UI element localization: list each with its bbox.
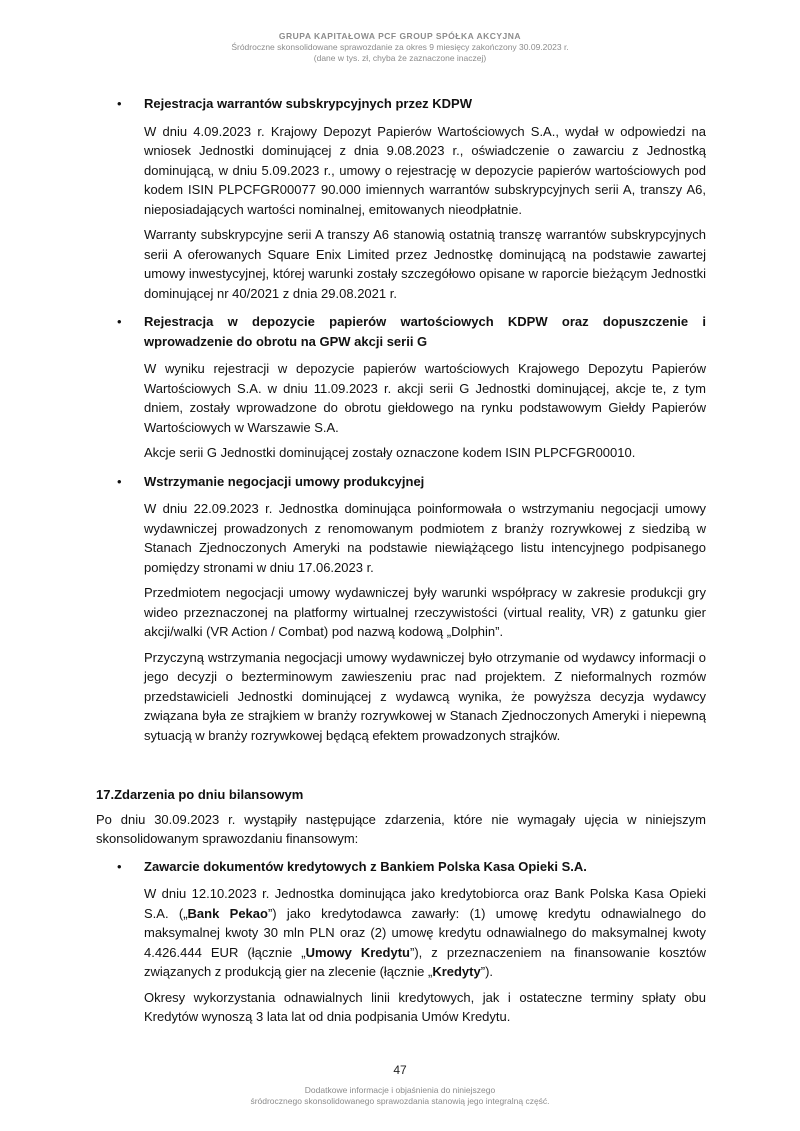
item-paragraph: Akcje serii G Jednostki dominującej zostały oznaczone kodem ISIN PLPCFGR00010.	[144, 445, 636, 460]
page-number: 47	[393, 1063, 407, 1077]
item-paragraph: W wyniku rejestracji w depozycie papierów wartościowych Krajowego Depozytu Papierów Wartościowych S.A. w dniu 11.09.2023 r. akcji serii G Jednostki dominującej, akcje te, z tym dniem, zostały wprowadzone do obrotu giełdowego na rynku podstawowym Giełdy Papierów Wartościowych w Warszawie S.A.	[144, 361, 706, 435]
item-paragraph: Przedmiotem negocjacji umowy wydawniczej były warunki współpracy w zakresie produkcji gry wideo przeznaczonej na platformy wirtualnej rzeczywistości (virtual reality, VR) z gatunku gier akcji/walki (VR Action / Combat) pod nazwą kodową „Dolphin”.	[144, 585, 706, 639]
item-paragraph: W dniu 4.09.2023 r. Krajowy Depozyt Papierów Wartościowych S.A., wydał w odpowiedzi na wniosek Jednostki dominującej z dnia 9.08.2023 r., oświadczenie o zawarciu z Jednostką dominującą, w dniu 5.09.2023 r., umowy o rejestrację w depozycie papierów wartościowych pod kodem ISIN PLPCFGR00077 90.000 imiennych warrantów subskrypcyjnych serii A, transzy A6, nieposiadających wartości nominalnej, emitowanych nieodpłatnie.	[144, 123, 706, 217]
page-body	[96, 94, 706, 1027]
text-run: ”).	[480, 964, 494, 979]
item-title: Rejestracja warrantów subskrypcyjnych przez KDPW	[144, 96, 473, 111]
text-run: ”) jako kredytodawca zawarły: (1) umowę kredytu odnawialnego do maksymalnej kwoty 30 mln PLN oraz (2) umowę kredytu odnawialnego do maksymalnej kwoty 4.426.444 EUR (łącznie „	[144, 905, 706, 960]
footer-line: śródrocznego skonsolidowanego sprawozdania stanowią jego integralną część.	[250, 1096, 550, 1106]
footer-line: Dodatkowe informacje i objaśnienia do niniejszego	[304, 1085, 496, 1095]
page-header	[0, 30, 800, 64]
list-item	[96, 472, 706, 746]
text-run: W dniu 12.10.2023 r. Jednostka dominująca jako kredytobiorca oraz Bank Polska Kasa Opieki S.A. („	[144, 886, 706, 921]
list-item	[96, 857, 706, 1027]
text-run: ”), z przeznaczeniem na finansowanie kosztów związanych z produkcją gier na zlecenie (łącznie „	[144, 944, 706, 979]
section-intro: Po dniu 30.09.2023 r. wystąpiły następujące zdarzenia, które nie wymagały ujęcia w niniejszym skonsolidowanym sprawozdaniu finansowym:	[96, 811, 706, 846]
item-title: Rejestracja w depozycie papierów wartościowych KDPW oraz dopuszczenie i wprowadzenie do obrotu na GPW akcji serii G	[144, 314, 706, 349]
item-paragraph: Warranty subskrypcyjne serii A transzy A6 stanowią ostatnią transzę warrantów subskrypcyjnych serii A oferowanych Square Enix Limited przez Jednostkę dominującą na podstawie zawartej umowy inwestycyjnej, której warunki zostały szczegółowo opisane w raporcie bieżącym Jednostki dominującej nr 40/2021 z dnia 29.08.2021 r.	[144, 227, 706, 301]
header-company: GRUPA KAPITAŁOWA PCF GROUP SPÓŁKA AKCYJNA	[278, 31, 522, 41]
item-paragraph: W dniu 22.09.2023 r. Jednostka dominująca poinformowała o wstrzymaniu negocjacji umowy wydawniczej prowadzonych z renomowanym podmiotem z branży rozrywkowej z siedzibą w Stanach Zjednoczonych Ameryki na podstawie niewiążącego listu intencyjnego podpisanego pomiędzy stronami w dniu 17.06.2023 r.	[144, 501, 706, 575]
defined-term: Bank Pekao	[187, 905, 268, 921]
header-report-title: Śródroczne skonsolidowane sprawozdanie za okres 9 miesięcy zakończony 30.09.2023 r.	[231, 42, 569, 52]
defined-term: Kredyty	[432, 964, 481, 979]
defined-term: Umowy Kredytu	[305, 944, 410, 960]
list-item	[96, 312, 706, 463]
item-paragraph: Okresy wykorzystania odnawialnych linii kredytowych, jak i ostateczne terminy spłaty obu Kredytów wynoszą 3 lata lat od dnia podpisania Umów Kredytu.	[144, 989, 706, 1024]
list-item	[96, 94, 706, 303]
item-title: Zawarcie dokumentów kredytowych z Bankiem Polska Kasa Opieki S.A.	[144, 858, 587, 874]
header-units-note: (dane w tys. zł, chyba że zaznaczone inaczej)	[313, 53, 487, 63]
section-heading: 17.Zdarzenia po dniu bilansowym	[96, 787, 304, 802]
item-paragraph	[144, 884, 706, 982]
bullet-icon: •	[117, 858, 122, 874]
item-title: Wstrzymanie negocjacji umowy produkcyjnej	[144, 473, 425, 489]
bullet-icon: •	[117, 96, 122, 111]
bullet-icon: •	[117, 314, 122, 329]
item-paragraph: Przyczyną wstrzymania negocjacji umowy wydawniczej było otrzymanie od wydawcy informacji o jego decyzji o bezterminowym zawieszeniu prac nad projektem. Z nieformalnych rozmów przedstawicieli Jednostki dominującej z wydawcą wynika, że powyższa decyzja wydawcy związana była ze strajkiem w branży rozrywkowej w Stanach Zjednoczonych Ameryki i niepewną sytuacją w branży rozrywkowej będącą efektem prowadzonych strajków.	[144, 649, 706, 743]
bullet-icon: •	[117, 473, 122, 489]
page-footer	[0, 1085, 800, 1107]
